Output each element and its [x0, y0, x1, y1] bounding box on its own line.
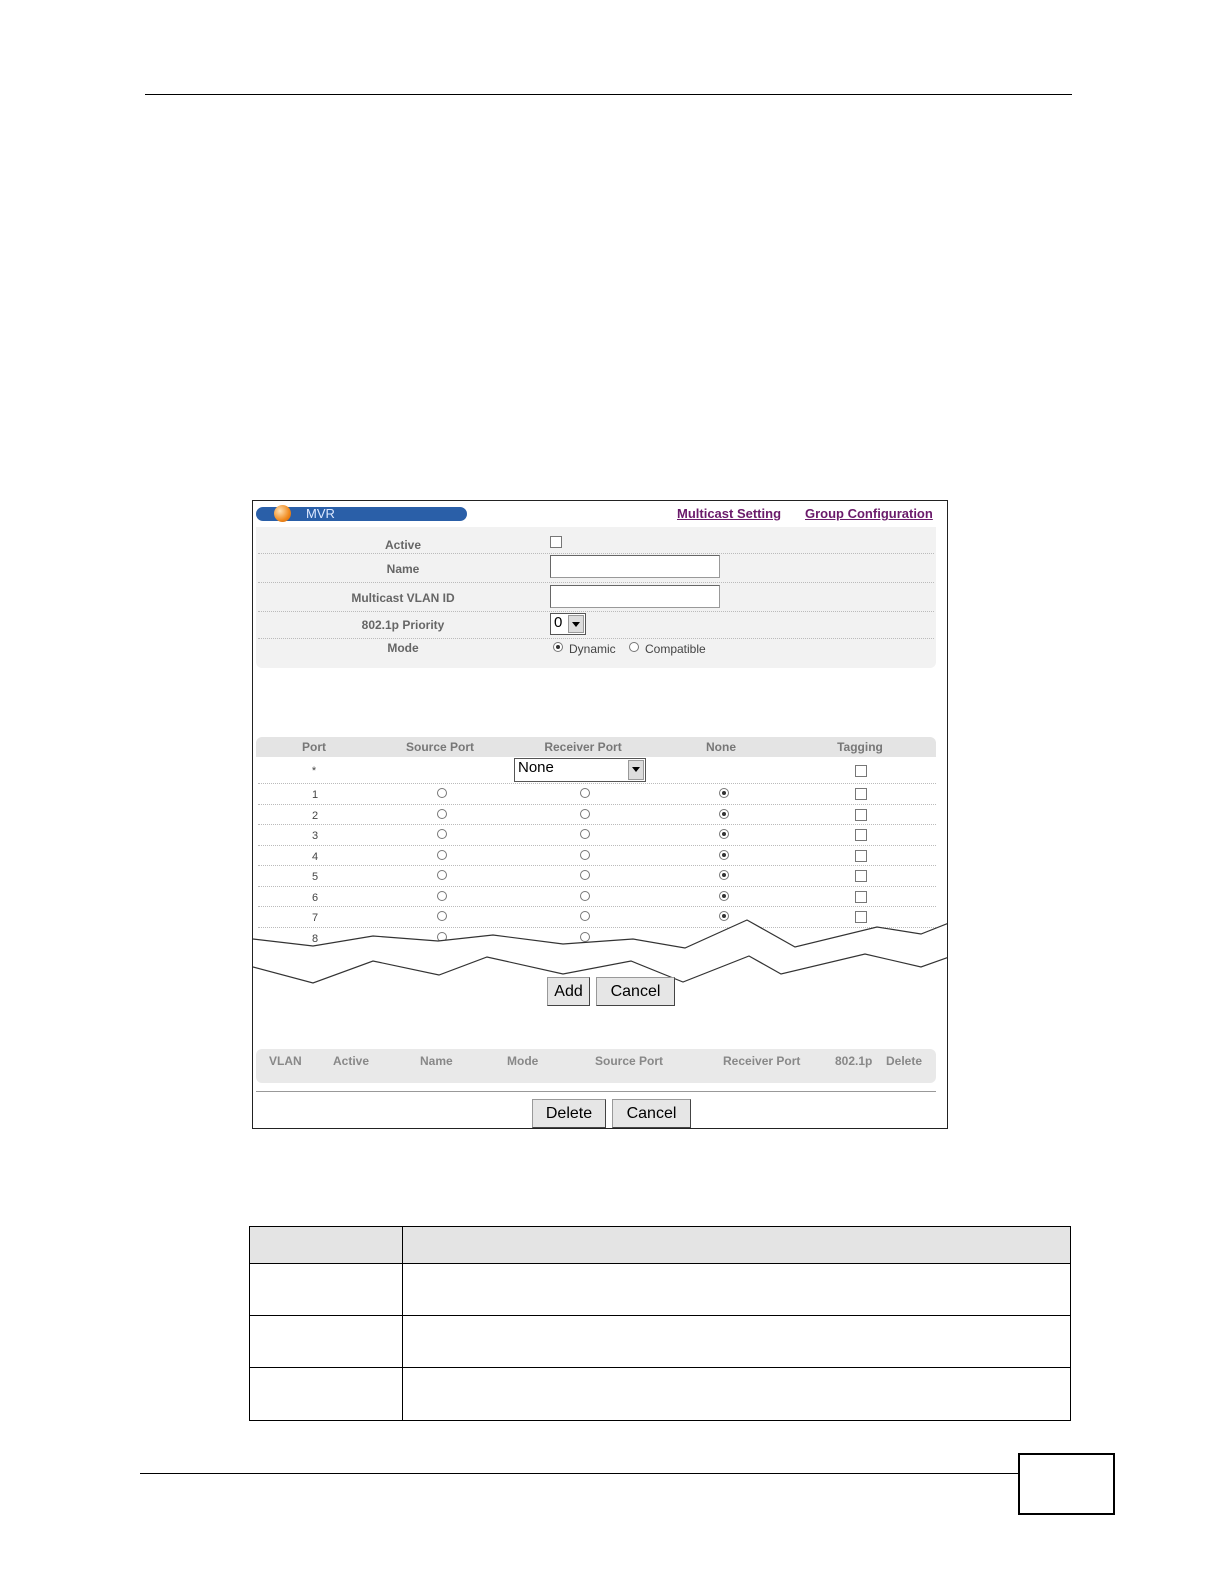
priority-select[interactable]	[550, 613, 586, 635]
receiver-port-radio[interactable]	[580, 850, 590, 860]
tagging-checkbox[interactable]	[855, 870, 867, 882]
active-checkbox[interactable]	[550, 536, 562, 548]
col-priority: 802.1p	[835, 1054, 873, 1068]
panel-title-bar	[256, 507, 467, 521]
table-row	[258, 887, 936, 907]
table-row-all	[258, 758, 936, 784]
orb-icon	[274, 505, 291, 522]
port-number: 2	[311, 810, 319, 822]
priority-value: 0	[554, 614, 563, 631]
tagging-checkbox[interactable]	[855, 829, 867, 841]
table-row	[250, 1368, 1071, 1421]
tagging-checkbox[interactable]	[855, 850, 867, 862]
port-number: 8	[311, 933, 319, 945]
delete-button[interactable]: Delete	[532, 1099, 606, 1128]
none-radio[interactable]	[719, 788, 729, 798]
table-cell	[250, 1264, 403, 1316]
col-source-port: Source Port	[405, 740, 475, 754]
table-cell	[403, 1264, 1071, 1316]
none-radio[interactable]	[719, 891, 729, 901]
name-row	[258, 554, 934, 583]
table-cell	[250, 1316, 403, 1368]
port-number: 5	[311, 871, 319, 883]
source-port-radio[interactable]	[437, 829, 447, 839]
port-table-header	[256, 737, 936, 757]
receiver-port-radio[interactable]	[580, 809, 590, 819]
all-ports-label: *	[311, 765, 317, 777]
all-ports-select-value: None	[518, 759, 554, 776]
port-number: 4	[311, 851, 319, 863]
tagging-checkbox[interactable]	[855, 891, 867, 903]
table-row	[258, 784, 936, 805]
tagging-checkbox[interactable]	[855, 788, 867, 800]
port-number: 3	[311, 830, 319, 842]
port-number: 6	[311, 892, 319, 904]
source-port-radio[interactable]	[437, 850, 447, 860]
none-radio[interactable]	[719, 850, 729, 860]
receiver-port-radio[interactable]	[580, 788, 590, 798]
col-tagging: Tagging	[837, 740, 883, 754]
col-delete: Delete	[886, 1054, 923, 1068]
group-configuration-link[interactable]: Group Configuration	[805, 506, 933, 521]
mvr-form-panel	[256, 527, 936, 668]
source-port-radio[interactable]	[437, 809, 447, 819]
mode-dynamic-radio[interactable]	[553, 642, 563, 652]
all-ports-select[interactable]	[514, 758, 646, 782]
col-vlan: VLAN	[269, 1054, 302, 1068]
table-cell	[250, 1368, 403, 1421]
mode-compatible-label: Compatible	[645, 642, 706, 656]
priority-label: 802.1p Priority	[361, 618, 445, 632]
mode-row	[258, 639, 934, 659]
table-cell	[403, 1368, 1071, 1421]
cancel-button[interactable]: Cancel	[596, 977, 675, 1006]
name-label: Name	[386, 562, 420, 576]
tagging-checkbox[interactable]	[855, 809, 867, 821]
vlan-label: Multicast VLAN ID	[351, 591, 455, 605]
source-port-radio[interactable]	[437, 891, 447, 901]
table-row	[258, 805, 936, 825]
header-rule	[145, 94, 1072, 95]
active-label: Active	[384, 538, 422, 552]
vlan-table-divider	[256, 1091, 936, 1092]
port-number: 7	[311, 912, 319, 924]
none-radio[interactable]	[719, 809, 729, 819]
col-port: Port	[302, 740, 326, 754]
mode-dynamic-label: Dynamic	[569, 642, 616, 656]
none-radio[interactable]	[719, 870, 729, 880]
col-receiver-port: Receiver Port	[544, 740, 622, 754]
priority-row	[258, 612, 934, 639]
panel-title: MVR	[306, 506, 335, 521]
receiver-port-radio[interactable]	[580, 829, 590, 839]
col-vlan-receiver-port: Receiver Port	[723, 1054, 801, 1068]
receiver-port-radio[interactable]	[580, 870, 590, 880]
chevron-down-icon[interactable]	[628, 760, 644, 780]
all-ports-tagging-checkbox[interactable]	[855, 765, 867, 777]
mvr-screenshot	[252, 500, 948, 1129]
source-port-radio[interactable]	[437, 870, 447, 880]
table-row	[258, 825, 936, 846]
page-number-box	[1018, 1453, 1115, 1515]
vlan-table-header	[256, 1049, 936, 1083]
description-table	[249, 1226, 1071, 1421]
vlan-id-input[interactable]	[550, 585, 720, 608]
receiver-port-radio[interactable]	[580, 891, 590, 901]
table-header-cell	[403, 1227, 1071, 1264]
col-none: None	[706, 740, 736, 754]
table-row	[258, 846, 936, 866]
col-name: Name	[420, 1054, 453, 1068]
table-header-cell	[250, 1227, 403, 1264]
none-radio[interactable]	[719, 829, 729, 839]
cancel-delete-button[interactable]: Cancel	[612, 1099, 691, 1128]
table-row	[258, 866, 936, 887]
col-vlan-source-port: Source Port	[595, 1054, 664, 1068]
vlan-row	[258, 583, 934, 612]
table-row	[250, 1264, 1071, 1316]
multicast-setting-link[interactable]: Multicast Setting	[677, 506, 782, 521]
col-mode: Mode	[507, 1054, 539, 1068]
table-cell	[403, 1316, 1071, 1368]
chevron-down-icon[interactable]	[568, 615, 584, 633]
table-header-row	[250, 1227, 1071, 1264]
source-port-radio[interactable]	[437, 788, 447, 798]
port-number: 1	[311, 789, 319, 801]
mode-compatible-radio[interactable]	[629, 642, 639, 652]
footer-rule	[140, 1473, 1018, 1474]
mode-label: Mode	[387, 641, 419, 655]
table-row	[250, 1316, 1071, 1368]
name-input[interactable]	[550, 555, 720, 578]
col-active: Active	[333, 1054, 370, 1068]
active-row	[258, 533, 934, 554]
add-button[interactable]: Add	[547, 977, 590, 1006]
